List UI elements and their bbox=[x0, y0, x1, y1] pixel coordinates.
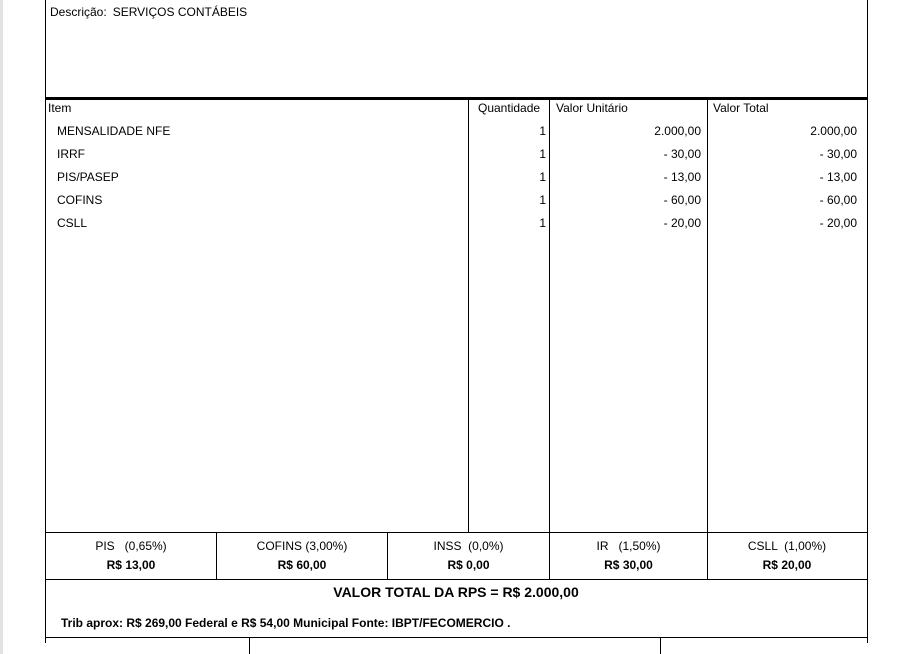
tax-csll bbox=[708, 537, 866, 575]
row-total-value: - 30,00 bbox=[819, 147, 857, 161]
tax-value: R$ 0,00 bbox=[447, 558, 490, 572]
row-unit-value: - 13,00 bbox=[663, 170, 701, 184]
row-unit-value: - 60,00 bbox=[663, 193, 701, 207]
table-row bbox=[46, 147, 866, 170]
header-valor-total: Valor Total bbox=[713, 101, 769, 115]
row-quantity: 1 bbox=[539, 193, 546, 207]
tax-label: CSLL (1,00%) bbox=[747, 539, 827, 553]
bottom-divider bbox=[660, 637, 661, 654]
row-quantity: 1 bbox=[539, 170, 546, 184]
tax-cofins bbox=[217, 537, 387, 575]
table-row bbox=[46, 170, 866, 193]
bottom-border bbox=[45, 637, 867, 638]
row-unit-value: - 20,00 bbox=[663, 216, 701, 230]
tax-value: R$ 20,00 bbox=[762, 558, 812, 572]
row-total-value: - 60,00 bbox=[819, 193, 857, 207]
table-top-border bbox=[45, 97, 867, 100]
row-total-value: 2.000,00 bbox=[810, 124, 857, 138]
tax-box-top-border bbox=[45, 532, 867, 533]
tax-ir bbox=[550, 537, 707, 575]
row-item: CSLL bbox=[57, 216, 88, 230]
row-total-value: - 13,00 bbox=[819, 170, 857, 184]
row-quantity: 1 bbox=[539, 216, 546, 230]
tax-label: IR (1,50%) bbox=[596, 539, 661, 553]
row-item: COFINS bbox=[57, 193, 103, 207]
table-row bbox=[46, 124, 866, 147]
description-line bbox=[50, 5, 247, 19]
rps-total-value: VALOR TOTAL DA RPS = R$ 2.000,00 bbox=[333, 584, 579, 600]
row-item: IRRF bbox=[57, 147, 85, 161]
header-item: Item bbox=[48, 101, 72, 115]
row-item: PIS/PASEP bbox=[57, 170, 119, 184]
description-label: Descrição: bbox=[50, 5, 107, 19]
tax-value: R$ 13,00 bbox=[106, 558, 156, 572]
description-value: SERVIÇOS CONTÁBEIS bbox=[112, 5, 248, 19]
row-quantity: 1 bbox=[539, 147, 546, 161]
row-item: MENSALIDADE NFE bbox=[57, 124, 171, 138]
table-row bbox=[46, 216, 866, 239]
tax-inss bbox=[388, 537, 549, 575]
tax-value: R$ 60,00 bbox=[277, 558, 327, 572]
row-total-value: - 20,00 bbox=[819, 216, 857, 230]
tax-label: PIS (0,65%) bbox=[95, 539, 167, 553]
header-quantidade: Quantidade bbox=[478, 101, 541, 115]
row-unit-value: - 30,00 bbox=[663, 147, 701, 161]
row-unit-value: 2.000,00 bbox=[654, 124, 701, 138]
tax-value: R$ 30,00 bbox=[604, 558, 653, 572]
table-row bbox=[46, 193, 866, 216]
bottom-divider bbox=[249, 637, 250, 654]
approximate-taxes-note: Trib aprox: R$ 269,00 Federal e R$ 54,00 Municipal Fonte: IBPT/FECOMERCIO . bbox=[61, 616, 511, 630]
header-valor-unitario: Valor Unitário bbox=[556, 101, 628, 115]
page-left-edge bbox=[0, 0, 3, 654]
tax-pis bbox=[46, 537, 216, 575]
tax-label: COFINS (3,00%) bbox=[256, 539, 348, 553]
tax-box-bottom-border bbox=[45, 579, 867, 580]
row-quantity: 1 bbox=[539, 124, 546, 138]
tax-label: INSS (0,0%) bbox=[433, 539, 504, 553]
